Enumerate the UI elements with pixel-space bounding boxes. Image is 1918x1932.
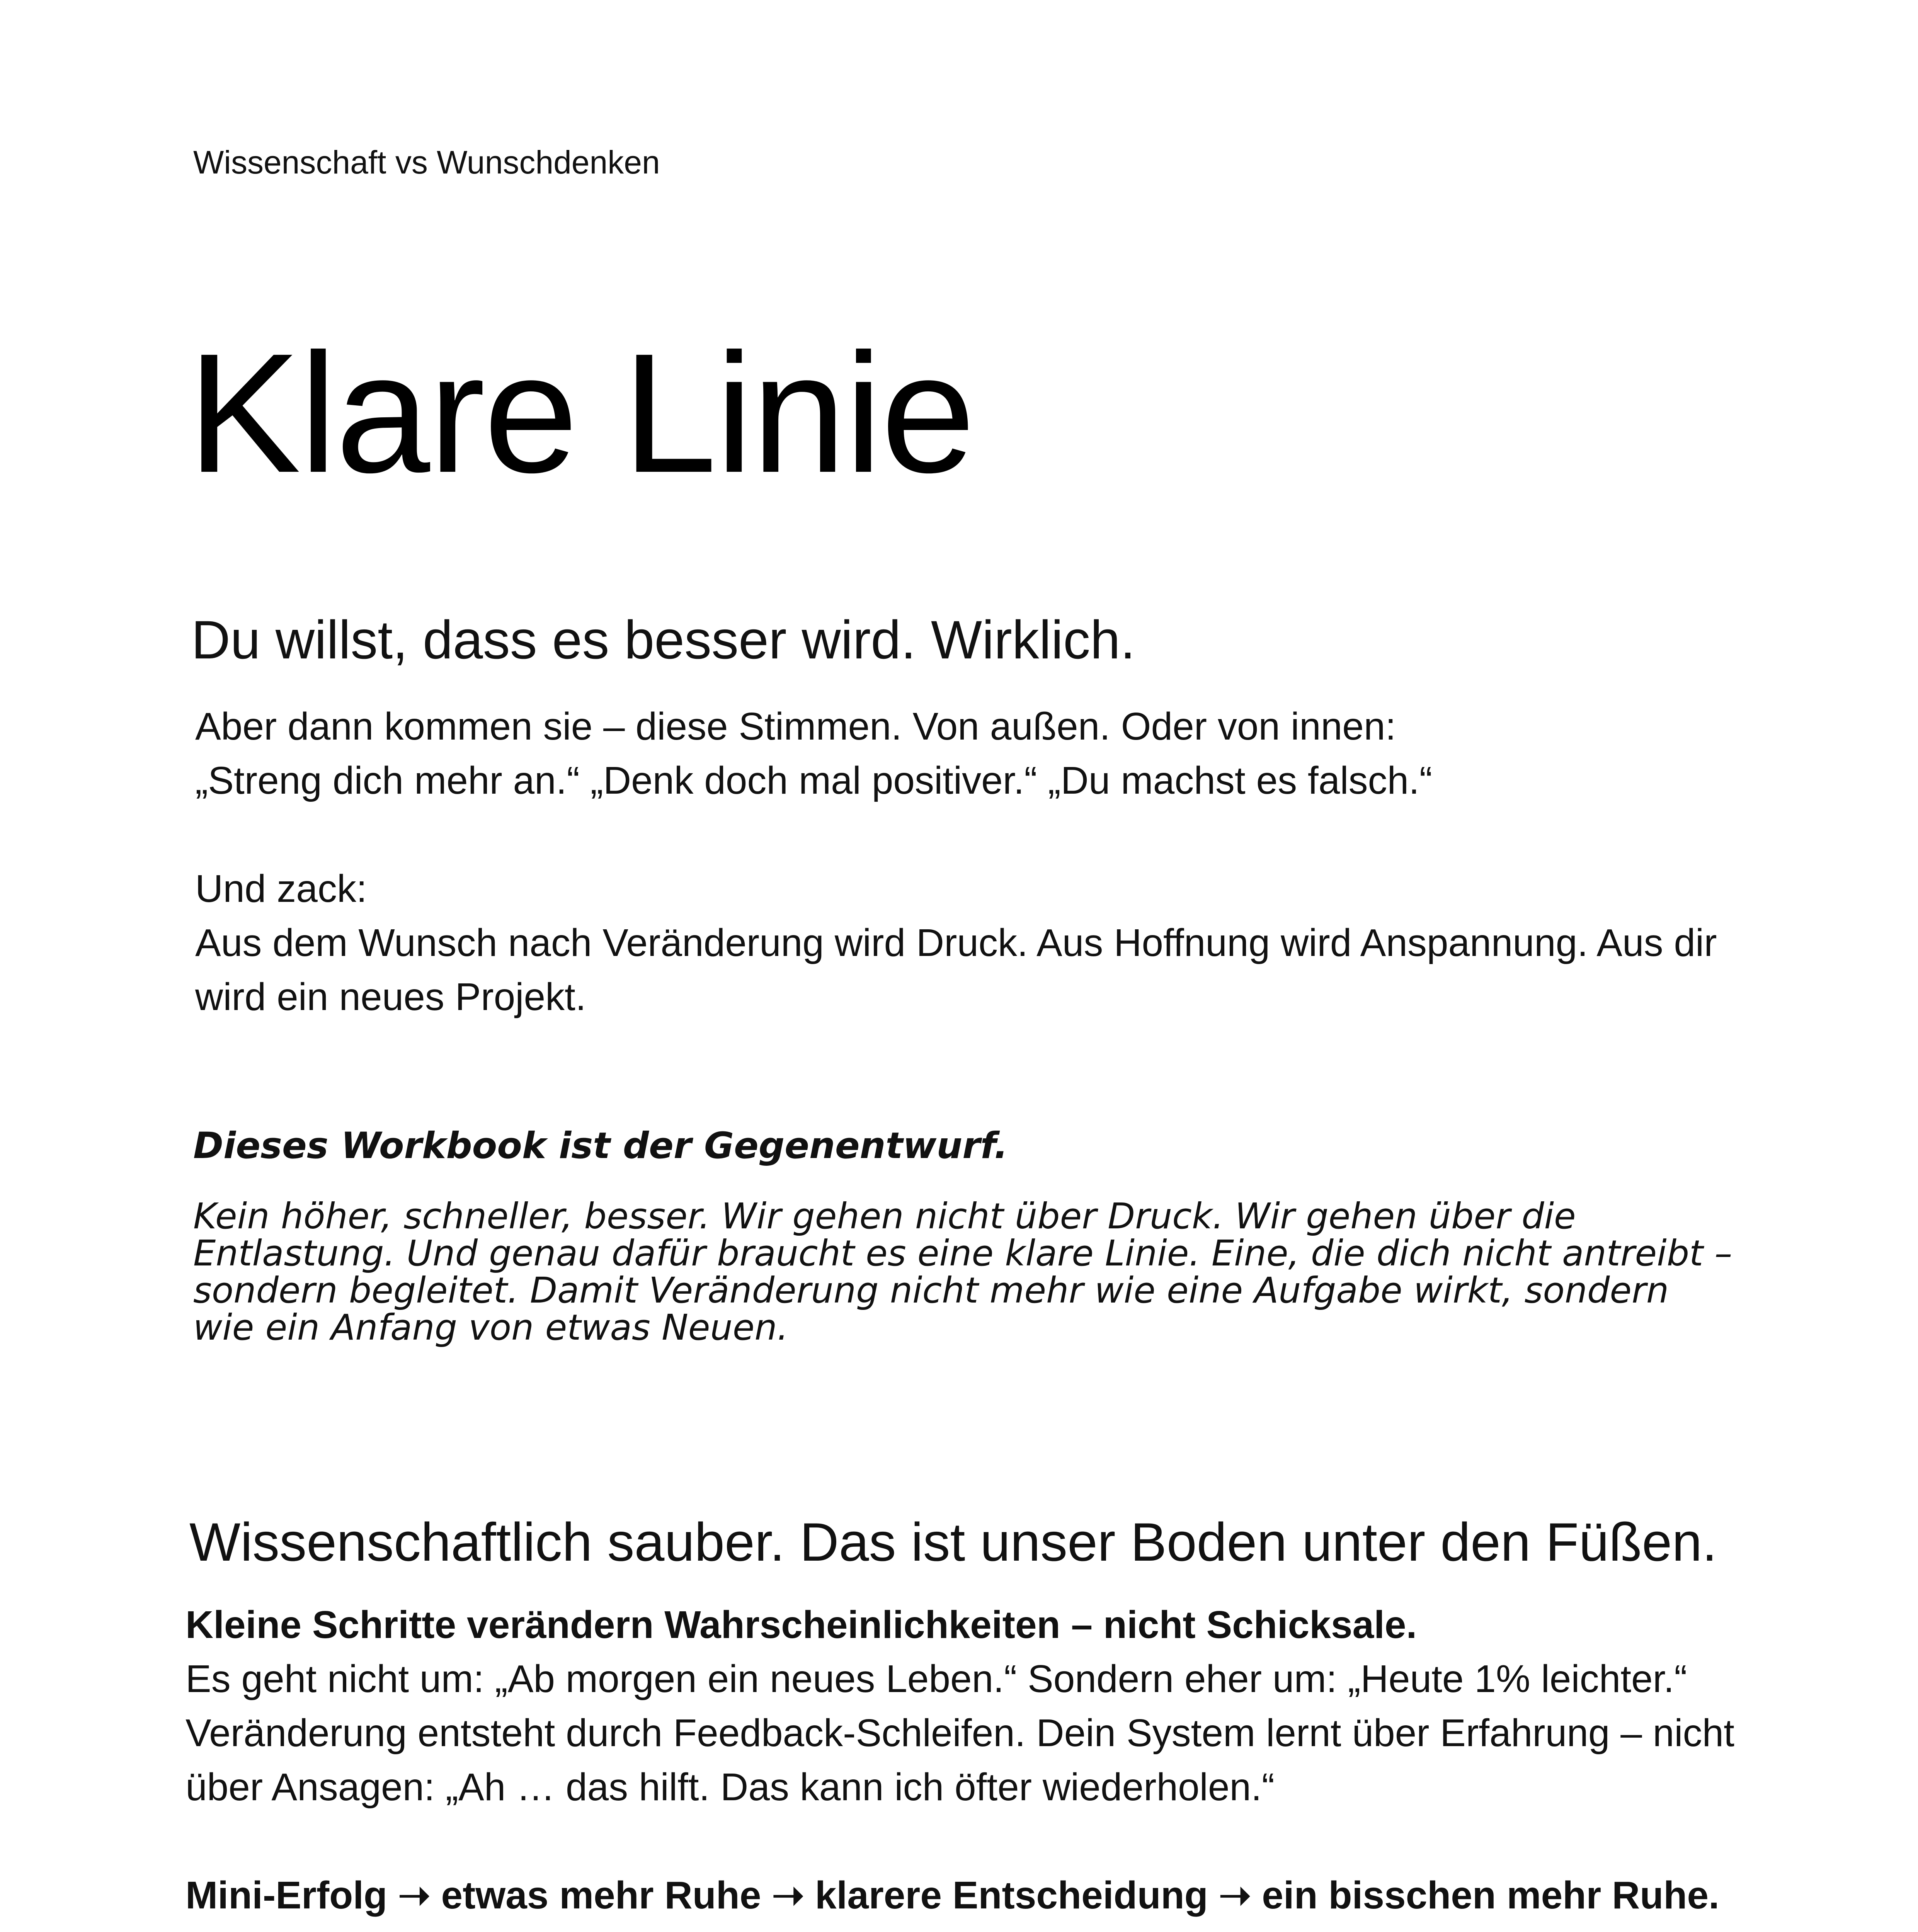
intro-line-quotes: „Streng dich mehr an.“ „Denk doch mal positiver.“ „Du machst es falsch.“ [195, 759, 1433, 802]
intro-text [195, 699, 1741, 1024]
section-heading-intro: Du willst, dass es besser wird. Wirklich. [191, 609, 1135, 670]
page-title: Klare Linie [187, 318, 974, 508]
science-key-statement: Kleine Schritte verändern Wahrscheinlichkeiten – nicht Schicksale. [186, 1603, 1417, 1646]
section-heading-science: Wissenschaftlich sauber. Das ist unser Boden unter den Füßen. [189, 1512, 1717, 1572]
intro-line-zack: Und zack: [195, 867, 367, 910]
intro-line-voices: Aber dann kommen sie – diese Stimmen. Von außen. Oder von innen: [195, 705, 1396, 748]
science-text [186, 1598, 1751, 1932]
success-chain: Mini-Erfolg ➝ etwas mehr Ruhe ➝ klarere Entscheidung ➝ ein bisschen mehr Ruhe. [186, 1874, 1719, 1917]
intro-line-pressure: Aus dem Wunsch nach Veränderung wird Druck. Aus Hoffnung wird Anspannung. Aus dir wird ein neues Projekt. [195, 921, 1717, 1019]
running-header: Wissenschaft vs Wunschdenken [193, 144, 660, 180]
workbook-lead: Dieses Workbook ist der Gegenentwurf. [193, 1125, 1008, 1167]
workbook-text: Kein höher, schneller, besser. Wir gehen nicht über Druck. Wir gehen über die Entlastung. Und genau dafür braucht es eine klare Linie. Eine, die dich nicht antreibt – sondern begleitet. Damit Veränderung nicht mehr wie eine Aufgabe wirkt, sondern wie ein Anfang von etwas Neuen. [193, 1196, 1732, 1348]
science-paragraph-feedback: Es geht nicht um: „Ab morgen ein neues Leben.“ Sondern eher um: „Heute 1% leichter.“ Veränderung entsteht durch Feedback-Schleifen. Dein System lernt über Erfahrung – nicht über Ansagen: „Ah … das hilft. Das kann ich öfter wiederholen.“ [186, 1657, 1734, 1809]
